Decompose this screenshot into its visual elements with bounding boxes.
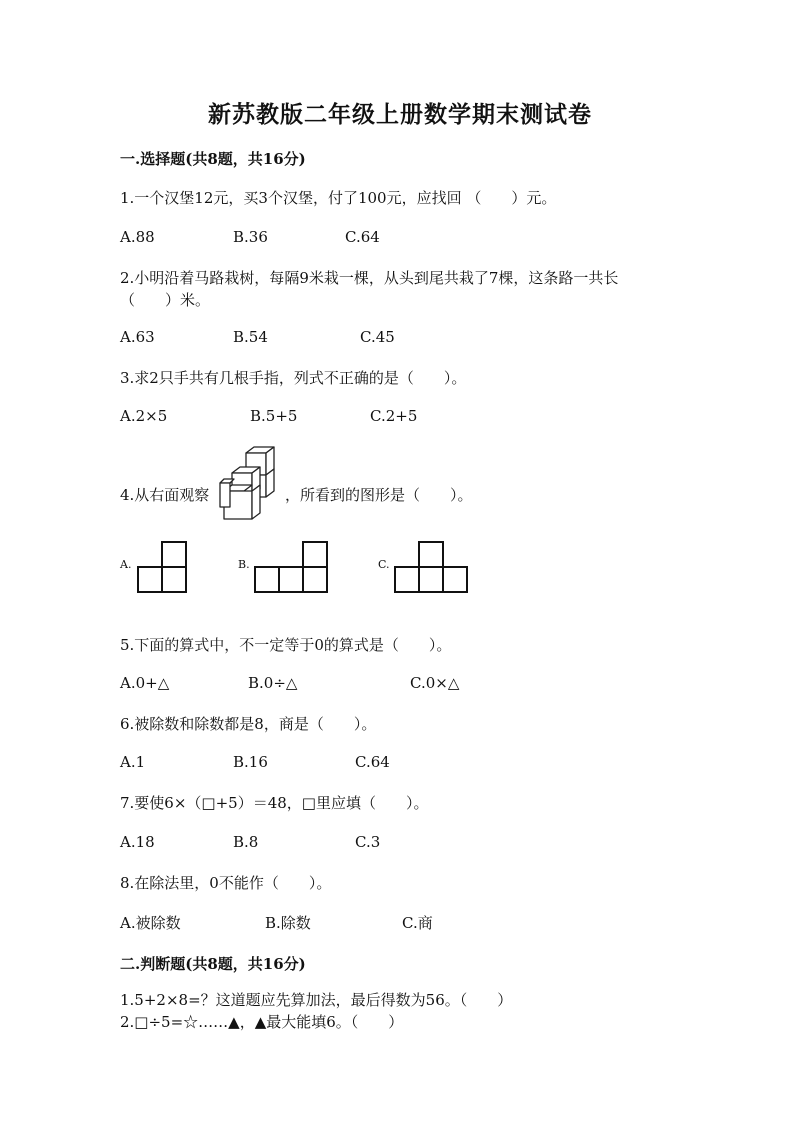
q4-option-a-label: A. xyxy=(120,558,132,571)
section-heading-choice: 一.选择题(共8题，共16分) xyxy=(120,150,306,168)
q3-option-c: C.2+5 xyxy=(370,407,418,425)
q1-option-c: C.64 xyxy=(345,228,380,246)
question-7: 7.要使6×（□+5）＝48，□里应填（ ）。 xyxy=(120,794,429,812)
section-heading-true-false: 二.判断题(共8题，共16分) xyxy=(120,955,306,973)
q3-option-b: B.5+5 xyxy=(250,407,298,425)
q5-option-c: C.0×△ xyxy=(410,674,460,692)
q4-option-b-figure xyxy=(254,541,328,593)
q8-option-b: B.除数 xyxy=(265,914,311,932)
q5-option-b: B.0÷△ xyxy=(248,674,298,692)
q4-option-c-figure xyxy=(394,541,468,593)
q3-option-a: A.2×5 xyxy=(120,407,168,425)
q7-option-b: B.8 xyxy=(233,833,259,851)
question-3: 3.求2只手共有几根手指，列式不正确的是（ ）。 xyxy=(120,369,467,387)
q8-option-a: A.被除数 xyxy=(120,914,181,932)
question-8: 8.在除法里，0不能作（ ）。 xyxy=(120,874,332,892)
q1-option-a: A.88 xyxy=(120,228,155,246)
question-4-text-before: 4.从右面观察 xyxy=(120,486,210,504)
question-5: 5.下面的算式中，不一定等于0的算式是（ ）。 xyxy=(120,636,452,654)
question-1: 1.一个汉堡12元，买3个汉堡，付了100元，应找回 （ ）元。 xyxy=(120,189,557,207)
question-6: 6.被除数和除数都是8，商是（ ）。 xyxy=(120,715,377,733)
q2-option-b: B.54 xyxy=(233,328,268,346)
judgement-2: 2.□÷5=☆……▲，▲最大能填6。（ ） xyxy=(120,1013,404,1031)
page-title: 新苏教版二年级上册数学期末测试卷 xyxy=(208,101,592,128)
cube-stack-figure xyxy=(216,443,280,525)
q8-option-c: C.商 xyxy=(402,914,433,932)
q7-option-c: C.3 xyxy=(355,833,381,851)
q2-option-c: C.45 xyxy=(360,328,395,346)
question-2-line-1: 2.小明沿着马路栽树，每隔9米栽一棵，从头到尾共栽了7棵，这条路一共长 xyxy=(120,269,619,287)
question-2-line-2: （ ）米。 xyxy=(120,291,211,309)
q7-option-a: A.18 xyxy=(120,833,155,851)
q4-option-a-figure xyxy=(137,541,187,593)
question-4-text-after: ，所看到的图形是（ ）。 xyxy=(285,486,473,504)
q1-option-b: B.36 xyxy=(233,228,268,246)
q2-option-a: A.63 xyxy=(120,328,155,346)
q6-option-c: C.64 xyxy=(355,753,390,771)
judgement-1: 1.5+2×8=？这道题应先算加法，最后得数为56。（ ） xyxy=(120,991,513,1009)
q4-option-b-label: B. xyxy=(238,558,250,571)
q5-option-a: A.0+△ xyxy=(120,674,170,692)
q4-option-c-label: C. xyxy=(378,558,390,571)
q6-option-a: A.1 xyxy=(120,753,146,771)
q6-option-b: B.16 xyxy=(233,753,268,771)
